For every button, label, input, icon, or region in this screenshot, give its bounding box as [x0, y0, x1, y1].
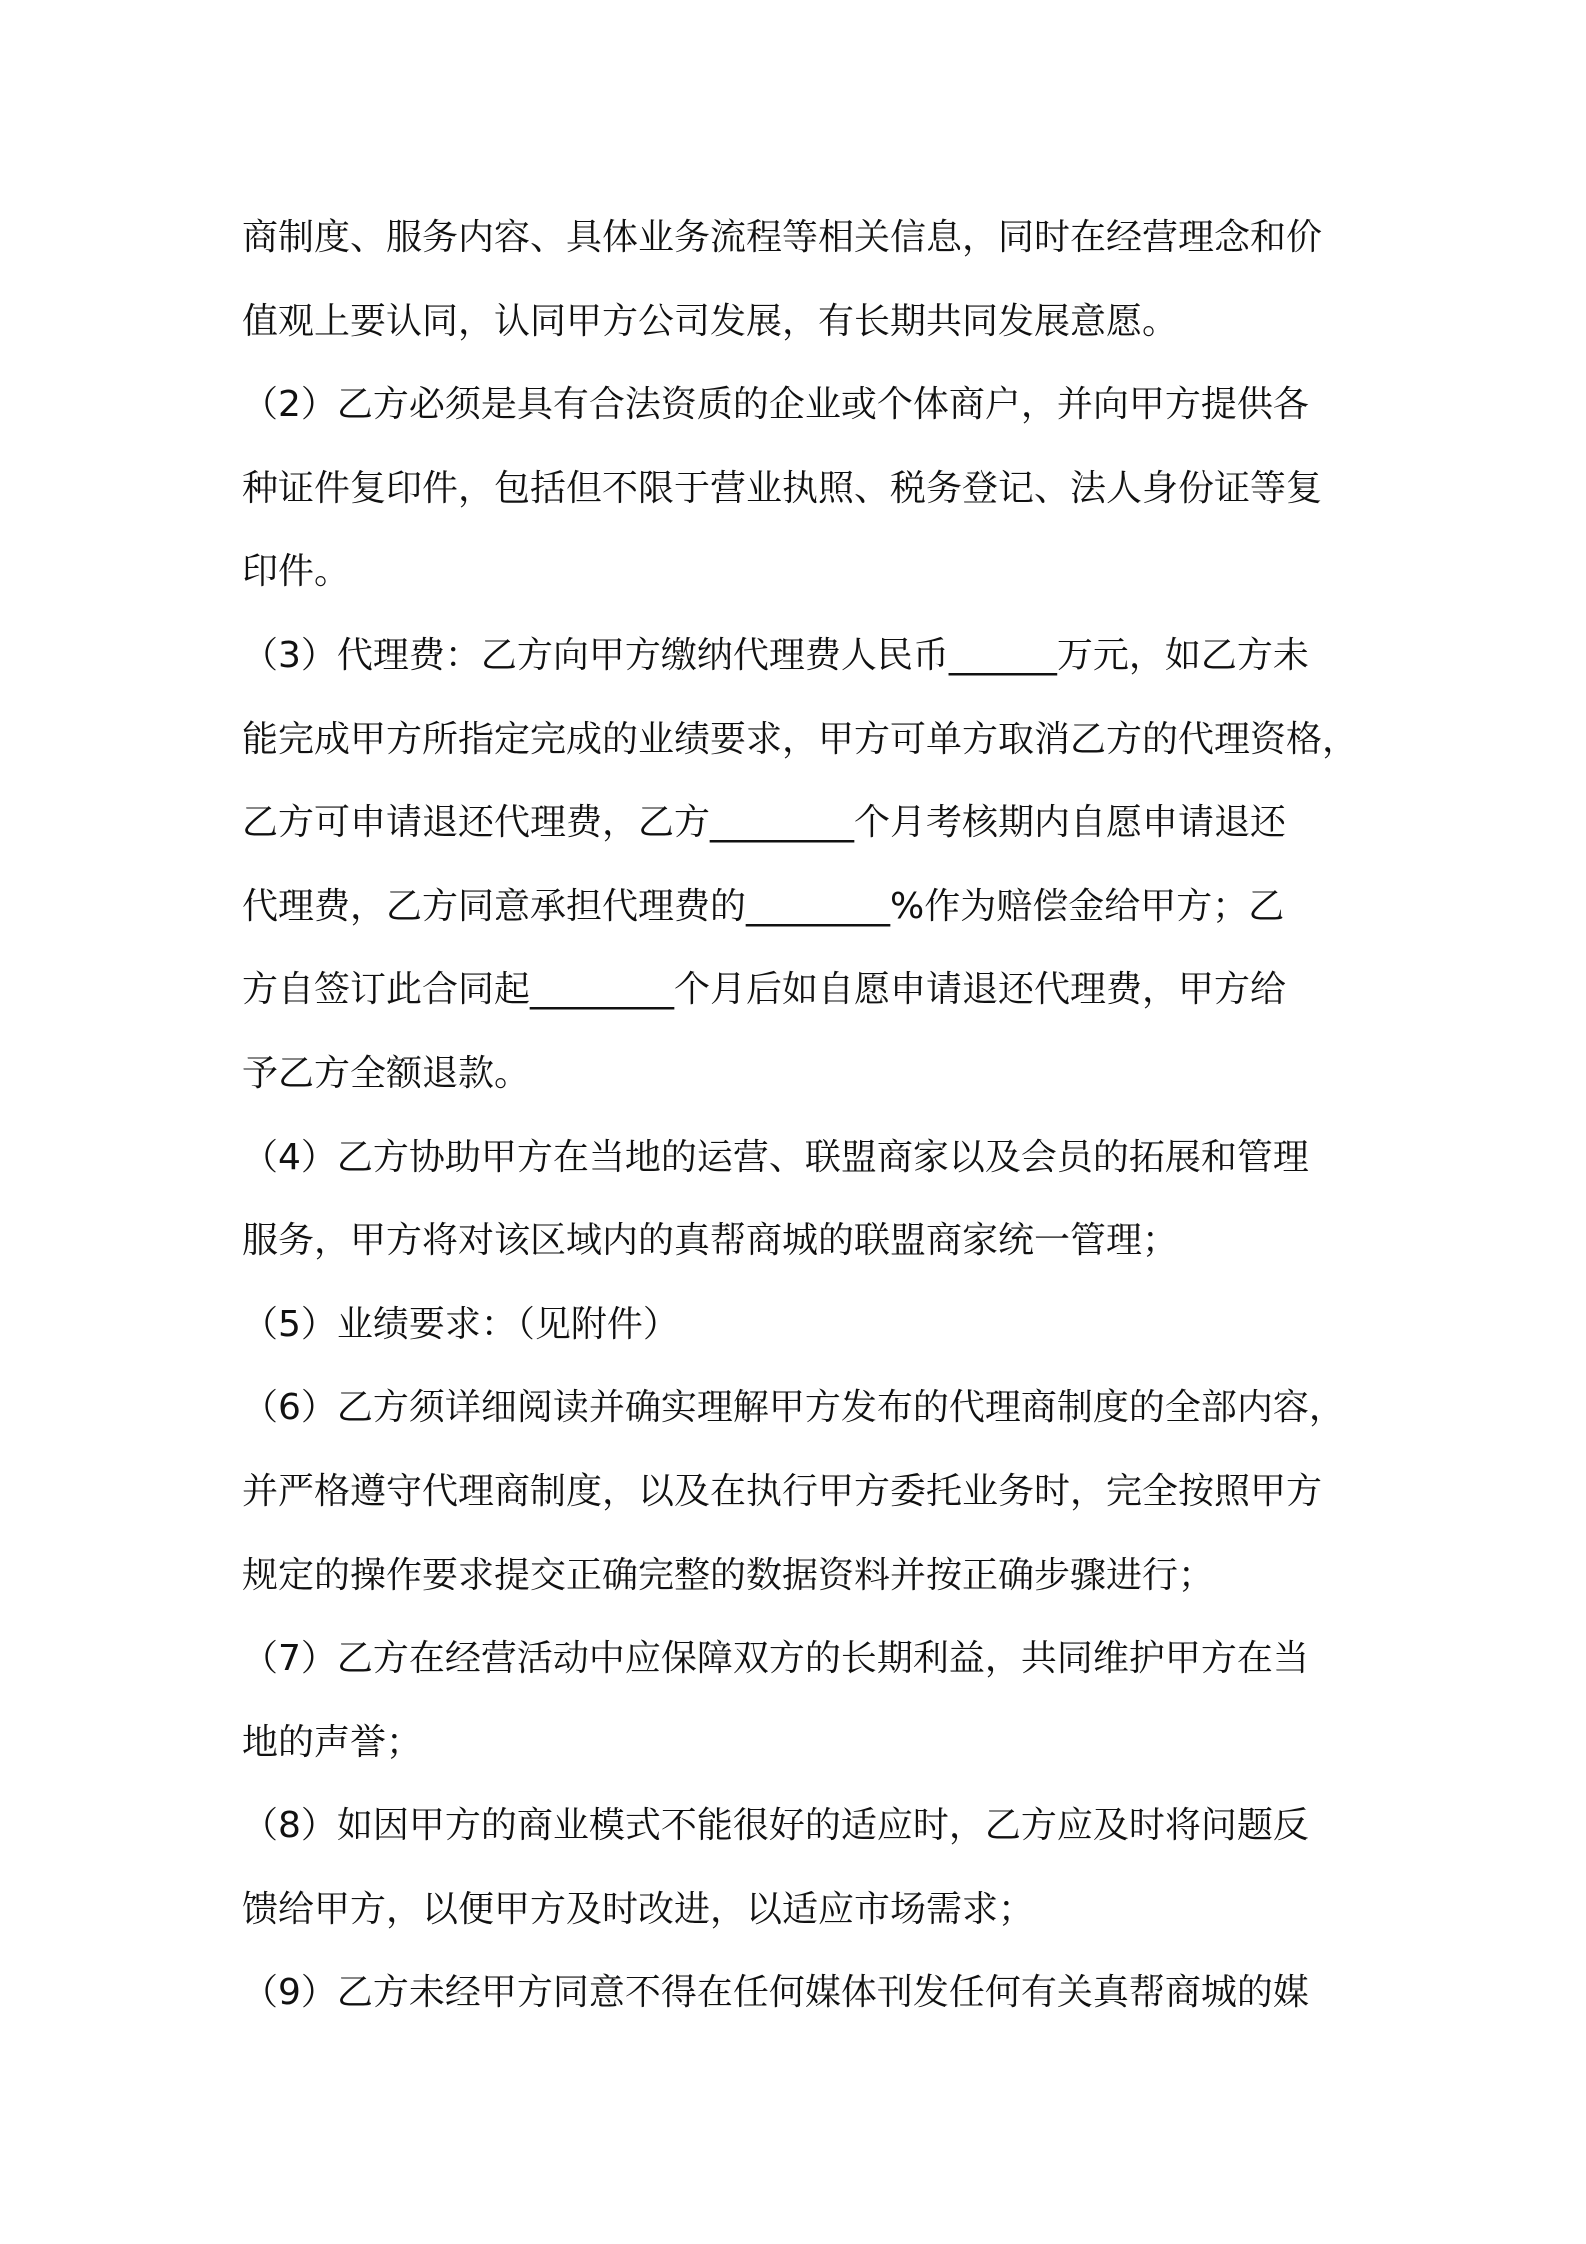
text-line: （7）乙方在经营活动中应保障双方的长期利益，共同维护甲方在当: [242, 1638, 1309, 1680]
text-line: （2）乙方必须是具有合法资质的企业或个体商户，并向甲方提供各: [242, 384, 1309, 426]
text-line: 方自签订此合同起________个月后如自愿申请退还代理费，甲方给: [242, 969, 1287, 1011]
text-line: 予乙方全额退款。: [242, 1052, 531, 1094]
text-line: （6）乙方须详细阅读并确实理解甲方发布的代理商制度的全部内容，: [242, 1387, 1345, 1429]
text-line: 代理费，乙方同意承担代理费的________%作为赔偿金给甲方；乙: [242, 885, 1285, 927]
paragraph-clause-7: [242, 1617, 1362, 1784]
paragraph-clause-3: [242, 614, 1362, 1116]
text-line: 并严格遵守代理商制度，以及在执行甲方委托业务时，完全按照甲方: [242, 1470, 1323, 1512]
text-line: 服务，甲方将对该区域内的真帮商城的联盟商家统一管理；: [242, 1220, 1179, 1262]
text-line: （4）乙方协助甲方在当地的运营、联盟商家以及会员的拓展和管理: [242, 1136, 1309, 1178]
paragraph-clause-6: [242, 1366, 1362, 1617]
text-line: 印件。: [242, 551, 351, 593]
paragraph-clause-2: [242, 363, 1362, 614]
text-line: 种证件复印件，包括但不限于营业执照、税务登记、法人身份证等复: [242, 467, 1323, 509]
text-line: （5）业绩要求：（见附件）: [242, 1303, 679, 1345]
text-line: 商制度、服务内容、具体业务流程等相关信息，同时在经营理念和价: [242, 217, 1323, 258]
paragraph-clause-9: [242, 1951, 1362, 2035]
text-line: （3）代理费：乙方向甲方缴纳代理费人民币______万元，如乙方未: [242, 634, 1309, 676]
text-line: 规定的操作要求提交正确完整的数据资料并按正确步骤进行；: [242, 1554, 1215, 1596]
paragraph-clause-5: [242, 1283, 1362, 1367]
paragraph-continuation: [242, 196, 1362, 363]
text-line: 乙方可申请退还代理费，乙方________个月考核期内自愿申请退还: [242, 802, 1287, 844]
document-body: [242, 196, 1362, 2035]
paragraph-clause-4: [242, 1116, 1362, 1283]
text-line: 值观上要认同，认同甲方公司发展，有长期共同发展意愿。: [242, 300, 1179, 342]
text-line: （9）乙方未经甲方同意不得在任何媒体刊发任何有关真帮商城的媒: [242, 1972, 1309, 2014]
text-line: 能完成甲方所指定完成的业绩要求，甲方可单方取消乙方的代理资格，: [242, 718, 1359, 760]
text-line: 地的声誉；: [242, 1721, 423, 1763]
paragraph-clause-8: [242, 1784, 1362, 1951]
text-line: （8）如因甲方的商业模式不能很好的适应时，乙方应及时将问题反: [242, 1805, 1309, 1847]
text-line: 馈给甲方，以便甲方及时改进，以适应市场需求；: [242, 1888, 1035, 1930]
